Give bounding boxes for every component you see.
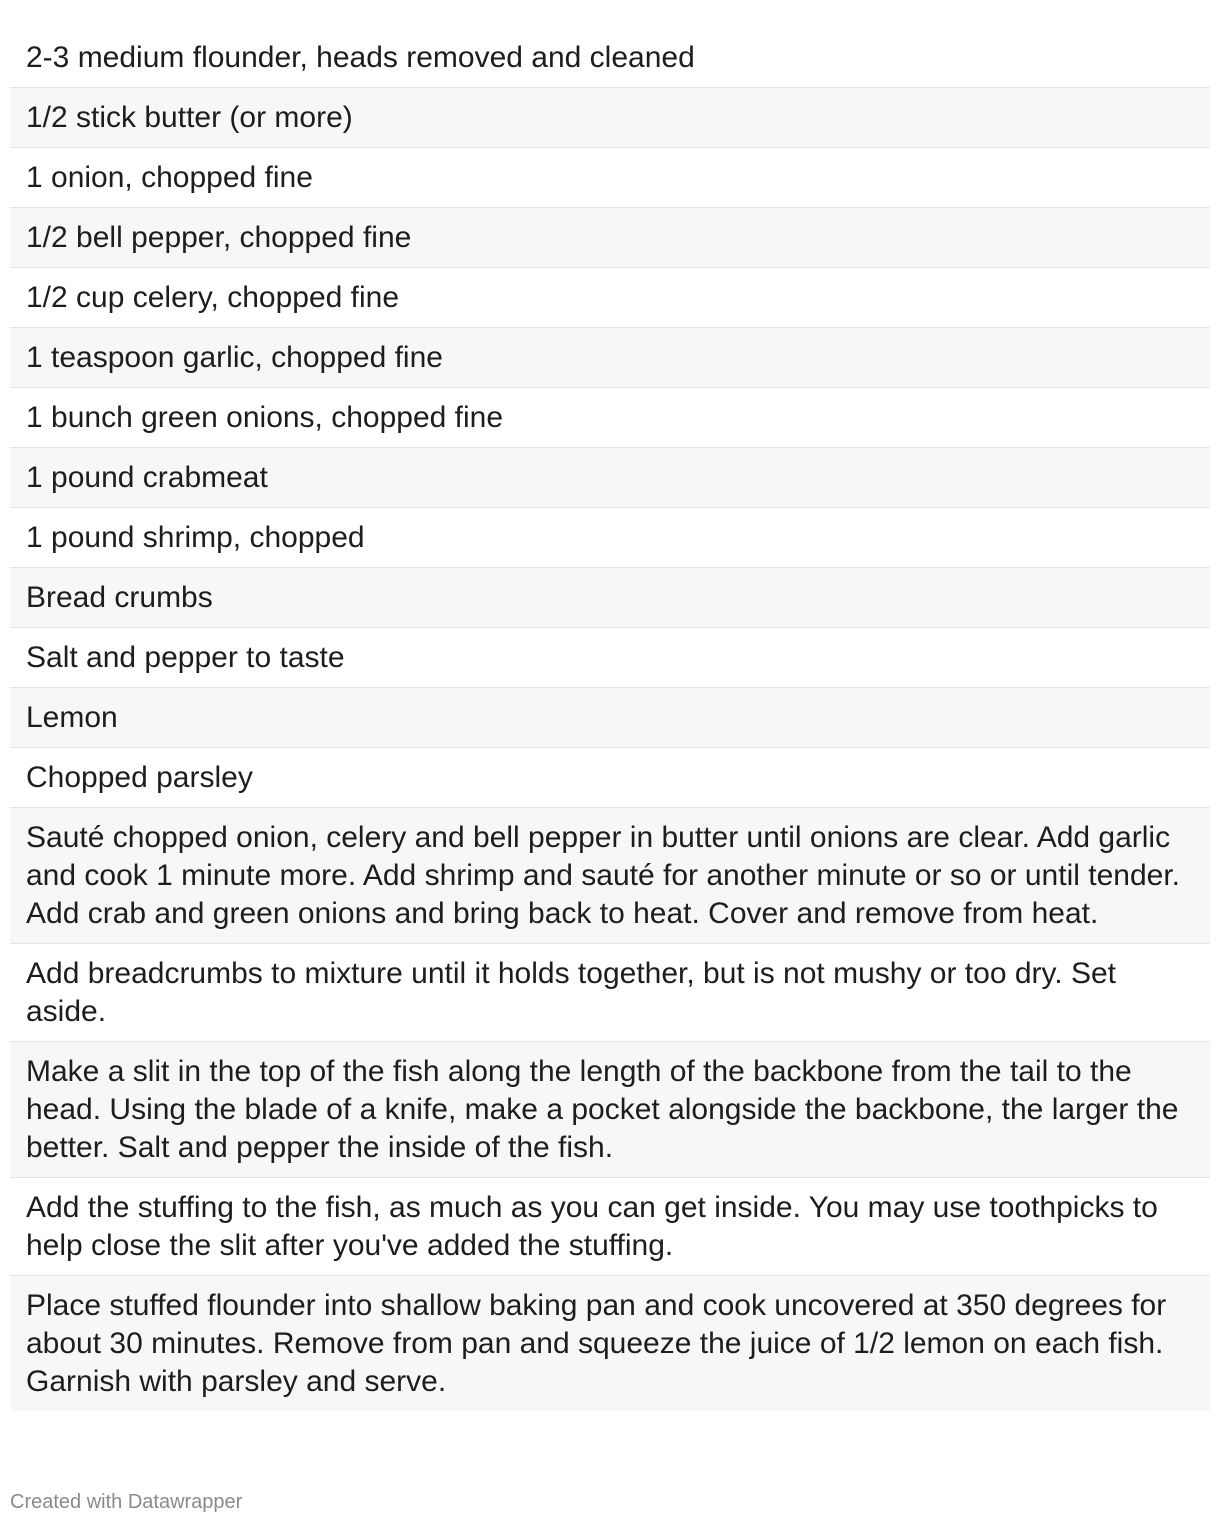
footer-credit[interactable]: Created with Datawrapper — [10, 1491, 243, 1513]
table-row: Place stuffed flounder into shallow baking pan and cook uncovered at 350 degrees for about 30 minutes. Remove from pan and squeeze the juice of 1/2 lemon on each fish. Garnish with parsley and serve. — [10, 1276, 1210, 1411]
table-row: Sauté chopped onion, celery and bell pepper in butter until onions are clear. Add garlic and cook 1 minute more. Add shrimp and sauté for another minute or so or until tender. Add crab and green onions and bring back to heat. Cover and remove from heat. — [10, 808, 1210, 944]
table-row: 2-3 medium flounder, heads removed and cleaned — [10, 28, 1210, 88]
table-row: Chopped parsley — [10, 748, 1210, 808]
table-row: Make a slit in the top of the fish along the length of the backbone from the tail to the head. Using the blade of a knife, make a pocket alongside the backbone, the larger the better. Salt and pepper the inside of the fish. — [10, 1042, 1210, 1178]
table-row: 1 teaspoon garlic, chopped fine — [10, 328, 1210, 388]
table-row: Lemon — [10, 688, 1210, 748]
table-row: Bread crumbs — [10, 568, 1210, 628]
recipe-table — [10, 28, 1210, 1411]
table-row: 1/2 stick butter (or more) — [10, 88, 1210, 148]
table-row: 1/2 bell pepper, chopped fine — [10, 208, 1210, 268]
table-row: Add the stuffing to the fish, as much as you can get inside. You may use toothpicks to help close the slit after you've added the stuffing. — [10, 1178, 1210, 1276]
table-row: 1/2 cup celery, chopped fine — [10, 268, 1210, 328]
table-row: 1 pound crabmeat — [10, 448, 1210, 508]
table-row: 1 bunch green onions, chopped fine — [10, 388, 1210, 448]
table-row: 1 onion, chopped fine — [10, 148, 1210, 208]
table-row: Salt and pepper to taste — [10, 628, 1210, 688]
table-row: 1 pound shrimp, chopped — [10, 508, 1210, 568]
table-row: Add breadcrumbs to mixture until it holds together, but is not mushy or too dry. Set aside. — [10, 944, 1210, 1042]
